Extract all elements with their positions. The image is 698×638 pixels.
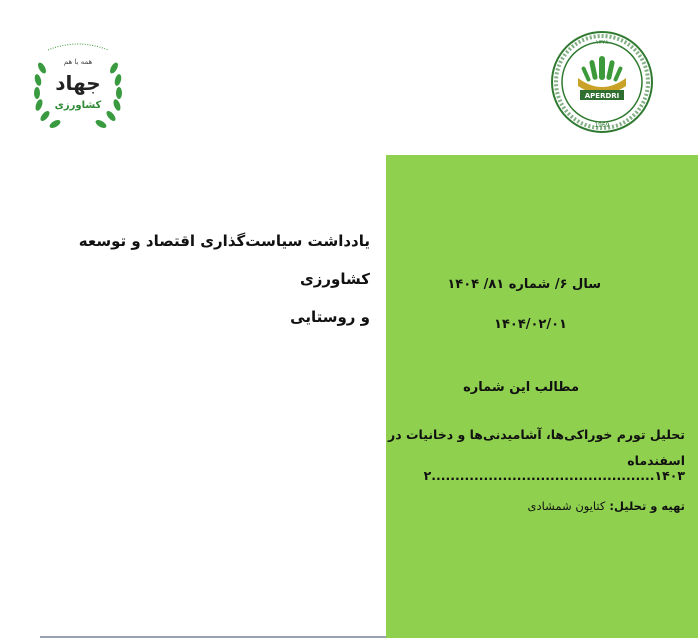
issue-number: سال ۶/ شماره ۸۱/ ۱۴۰۴ xyxy=(447,277,601,292)
issue-date: ۱۴۰۴/۰۲/۰۱ xyxy=(494,317,567,332)
title-line-2: و روستایی xyxy=(290,308,370,326)
issue-info-box xyxy=(386,155,698,638)
contents-item-line-1: تحلیل تورم خوراکی‌ها، آشامیدنی‌ها و دخانیات در xyxy=(388,427,685,442)
svg-text:جهاد: جهاد xyxy=(55,71,101,95)
title-line-1: یادداشت سیاست‌گذاری اقتصاد و توسعه کشاورزی xyxy=(78,232,370,288)
svg-text:1969: 1969 xyxy=(594,122,610,129)
author-credit xyxy=(528,499,685,513)
author-name: کتایون شمشادی xyxy=(527,499,606,513)
document-title xyxy=(30,222,370,336)
svg-text:APERDRI: APERDRI xyxy=(584,92,620,100)
aperdri-seal xyxy=(550,30,654,134)
svg-text:کشاورزی: کشاورزی xyxy=(54,100,102,111)
svg-text:۱۳۲۸: ۱۳۲۸ xyxy=(595,39,609,46)
svg-text:همه با هم: همه با هم xyxy=(63,58,93,66)
author-label: تهیه و تحلیل: xyxy=(609,499,685,513)
contents-heading: مطالب این شماره xyxy=(463,380,579,395)
jahad-keshavarzi-logo xyxy=(28,38,128,138)
contents-item-line-2: اسفندماه ۱۴۰۳...............................................۲ xyxy=(423,453,685,483)
